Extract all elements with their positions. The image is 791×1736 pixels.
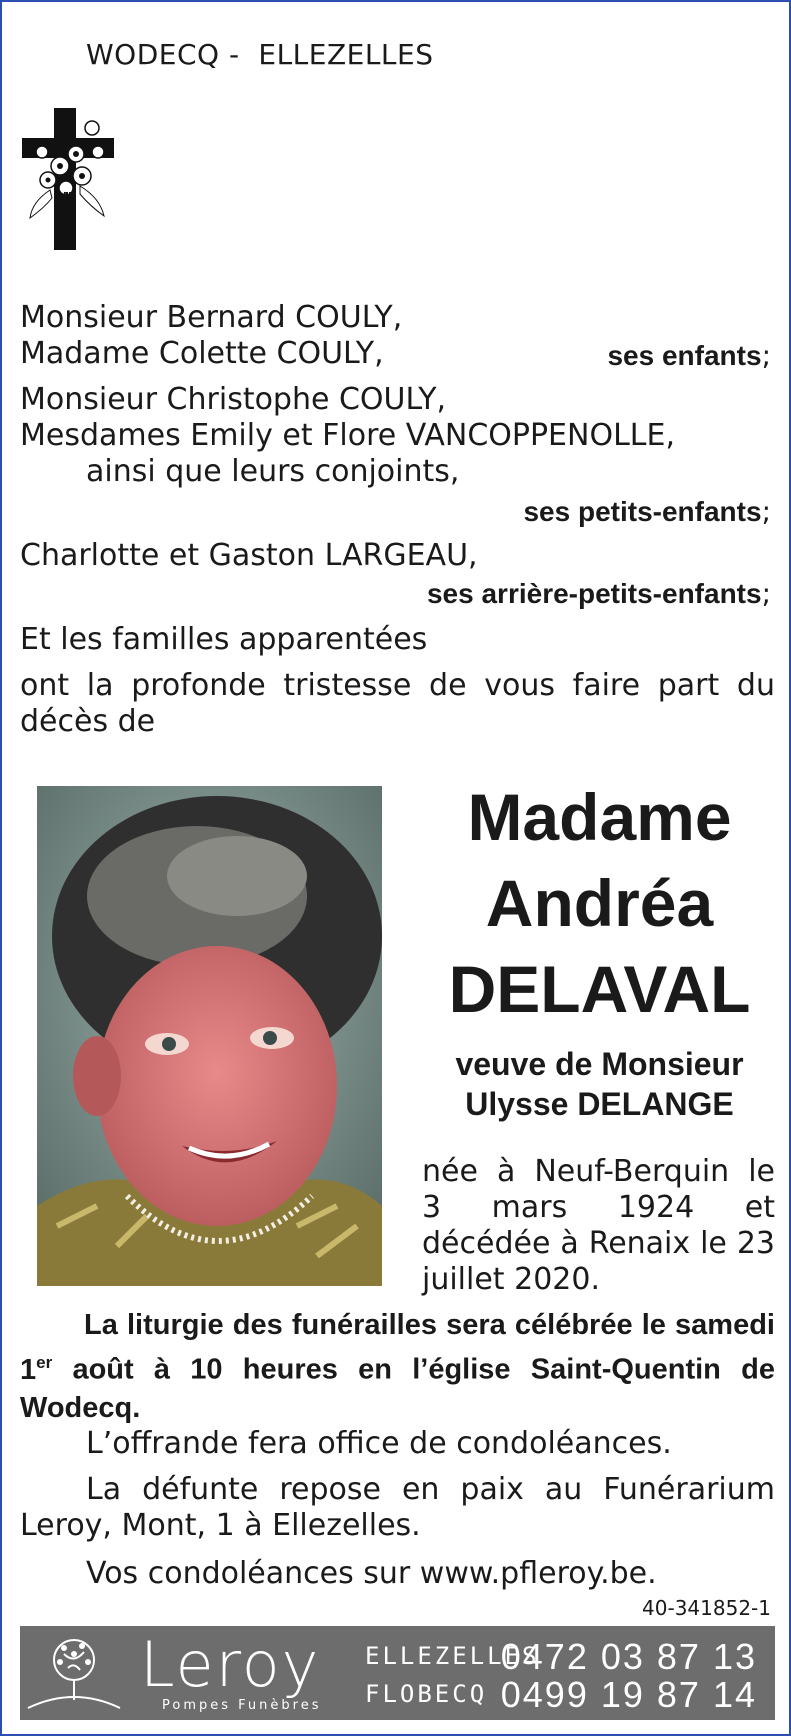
family-line-5: ainsi que leurs conjoints, [86, 454, 460, 489]
deceased-last-name: DELAVAL [448, 952, 751, 1026]
children-label-text: ses enfants [607, 340, 762, 371]
phone-2: 0499 19 87 14 [500, 1674, 757, 1715]
family-line-4: Mesdames Emily et Flore VANCOPPENOLLE, [20, 418, 675, 453]
family-line-2: Madame Colette COULY, [20, 336, 384, 371]
portrait-photo [37, 786, 382, 1286]
reference-number: 40-341852-1 [642, 1596, 771, 1620]
liturgy-text [20, 1306, 775, 1427]
widow-line-2: Ulysse DELANGE [465, 1086, 734, 1122]
cross-with-flowers-icon [20, 106, 116, 252]
announcement-text: ont la profonde tristesse de vous faire part du décès de [20, 668, 775, 739]
grandchildren-label [523, 494, 771, 530]
grandchildren-label-text: ses petits-enfants [523, 496, 762, 527]
semicolon: ; [761, 495, 771, 528]
location-header: WODECQ - ELLEZELLES [86, 38, 434, 71]
brand-subtitle: Pompes Funèbres [162, 1698, 322, 1713]
widow-line-1: veuve de Monsieur [455, 1046, 744, 1082]
offering-text: L’offrande fera office de condoléances. [86, 1426, 672, 1461]
deceased-title: Madame [467, 780, 732, 854]
semicolon: ; [761, 577, 771, 610]
children-label [607, 338, 771, 374]
repose-text: La défunte repose en paix au Funérarium Leroy, Mont, 1 à Ellezelles. [20, 1472, 775, 1543]
related-families: Et les familles apparentées [20, 622, 428, 657]
funeral-home-banner [20, 1626, 775, 1720]
great-grandchildren-label-text: ses arrière-petits-enfants [426, 578, 762, 609]
tree-logo-icon [24, 1634, 124, 1714]
city-1: ELLEZELLES [365, 1642, 540, 1670]
family-line-6: Charlotte et Gaston LARGEAU, [20, 538, 478, 573]
family-line-3: Monsieur Christophe COULY, [20, 382, 447, 417]
liturgy-superscript: er [36, 1353, 53, 1372]
semicolon: ; [761, 339, 771, 372]
phone-1: 0472 03 87 13 [500, 1636, 757, 1677]
great-grandchildren-label [427, 576, 771, 612]
family-line-1: Monsieur Bernard COULY, [20, 300, 403, 335]
liturgy-part-2: août à 10 heures en l’église Saint-Quentin de Wodecq. [20, 1353, 775, 1424]
city-2: FLOBECQ [365, 1680, 488, 1708]
deceased-first-name: Andréa [485, 866, 714, 940]
liturgy-part-1: La liturgie des funérailles sera célébrée le samedi 1 [20, 1309, 775, 1386]
birth-death-text: née à Neuf-Berquin le 3 mars 1924 et décédée à Renaix le 23 juillet 2020. [422, 1154, 775, 1297]
brand-name: Leroy [140, 1628, 321, 1701]
condolences-text: Vos condoléances sur www.pfleroy.be. [86, 1556, 657, 1591]
